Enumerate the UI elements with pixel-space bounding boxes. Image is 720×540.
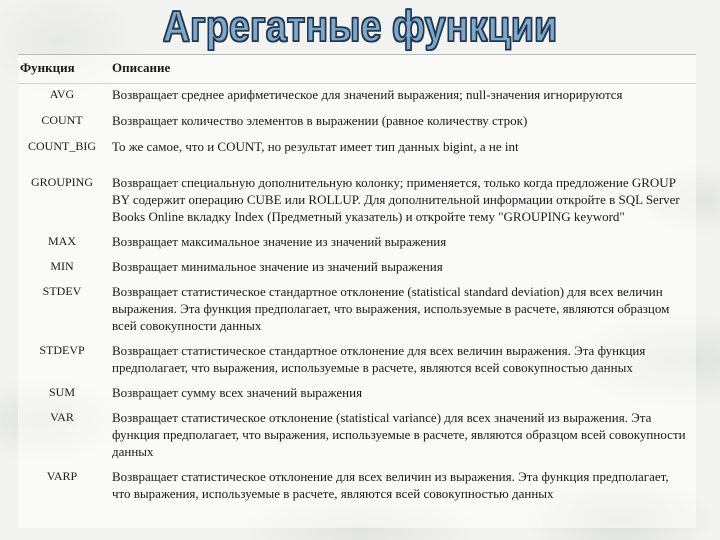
table-row xyxy=(18,110,696,136)
function-name: STDEVP xyxy=(39,342,85,357)
function-description: Возвращает статистическое стандартное отклонение для всех величин выражения. Эта функция предполагает, что выражения, используемые в расчете, являются всей совокупностью данных xyxy=(112,342,646,375)
table-row xyxy=(18,172,696,231)
function-description: То же самое, что и COUNT, но результат имеет тип данных bigint, а не int xyxy=(112,138,519,154)
function-description: Возвращает статистическое стандартное отклонение (statistical standard deviation) для всех величин выражения. Эта функция предполагает, что выражения, используемые в расчете, являются образцом всей совокупности данных xyxy=(112,283,670,333)
function-description: Возвращает специальную дополнительную колонку; применяется, только когда предложение GROUP BY содержит операцию CUBE или ROLLUP. Для дополнительной информации откройте в SQL Server Books Online вкладку Index (Предметный указатель) и откройте тему "GROUPING keyword" xyxy=(112,174,680,224)
table-row xyxy=(18,407,696,466)
function-name: STDEV xyxy=(42,283,82,298)
function-description: Возвращает количество элементов в выражении (равное количеству строк) xyxy=(112,112,528,128)
header-description: Описание xyxy=(106,55,696,84)
table-row xyxy=(18,382,696,407)
function-name: VARP xyxy=(46,468,78,483)
function-name: MAX xyxy=(47,233,76,248)
table-row xyxy=(18,466,696,508)
table-row xyxy=(18,256,696,281)
function-name: COUNT xyxy=(41,112,83,127)
header-function: Функция xyxy=(18,55,106,84)
table-row xyxy=(18,281,696,340)
table-row xyxy=(18,136,696,172)
table-header-row xyxy=(18,55,696,84)
function-description: Возвращает среднее арифметическое для значений выражения; null-значения игнорируются xyxy=(112,87,623,102)
function-description: Возвращает максимальное значение из значений выражения xyxy=(112,233,447,249)
function-description: Возвращает статистическое отклонение (statistical variance) для всех значений из выражения. Эта функция предполагает, что выражения, используемые в расчете, являются образцом всей совокупности данных xyxy=(112,409,686,459)
table-row xyxy=(18,340,696,382)
function-name: AVG xyxy=(49,87,75,101)
functions-table xyxy=(18,54,696,508)
table-row xyxy=(18,231,696,256)
function-name: COUNT_BIG xyxy=(28,138,96,153)
function-name: SUM xyxy=(48,384,75,399)
page-title: Агрегатные функции xyxy=(162,2,558,51)
functions-table-container xyxy=(18,54,696,528)
function-name: VAR xyxy=(50,409,74,424)
function-description: Возвращает минимальное значение из значений выражения xyxy=(112,258,443,274)
function-description: Возвращает статистическое отклонение для всех величин из выражения. Эта функция предполагает, что выражения, используемые в расчете, являются всей совокупностью данных xyxy=(112,468,669,501)
function-name: GROUPING xyxy=(30,174,93,189)
table-row xyxy=(18,84,696,110)
function-name: MIN xyxy=(50,258,74,273)
function-description: Возвращает сумму всех значений выражения xyxy=(112,384,363,400)
